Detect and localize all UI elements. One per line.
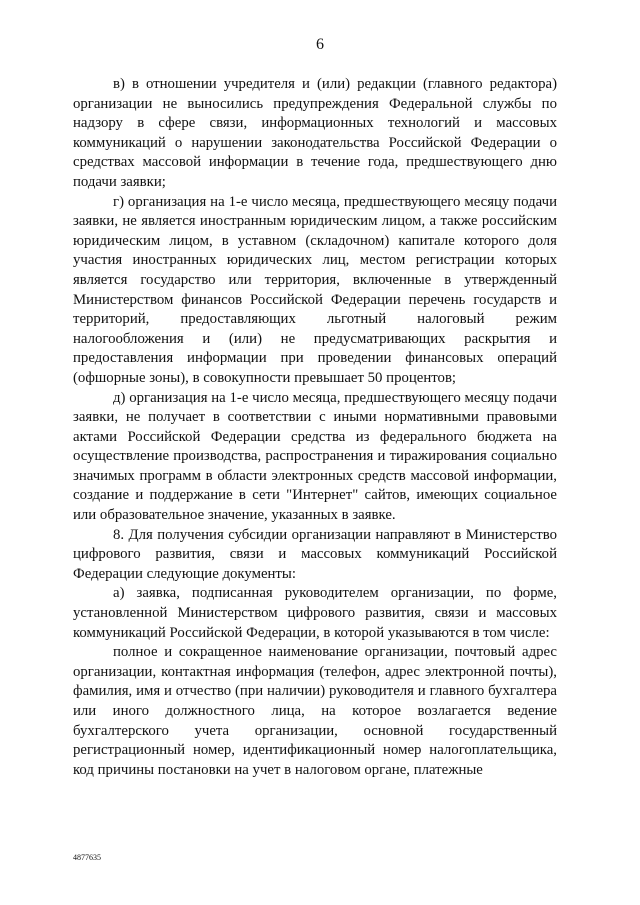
document-body bbox=[73, 75, 557, 780]
paragraph-d: д) организация на 1-е число месяца, предшествующего месяцу подачи заявки, не получает в соответствии с иными нормативными правовыми актами Российской Федерации средства из федерального бюджета на осуществление производства, распространения и тиражирования социально значимых программ в области электронных средств массовой информации, создание и поддержание в сети "Интернет" сайтов, имеющих социальное или образовательное значение, указанных в заявке. bbox=[73, 389, 557, 524]
paragraph-a: а) заявка, подписанная руководителем организации, по форме, установленной Министерством цифрового развития, связи и массовых коммуникаций Российской Федерации, в которой указываются в том числе: bbox=[73, 585, 557, 641]
paragraph-details: полное и сокращенное наименование организации, почтовый адрес организации, контактная информация (телефон, адрес электронной почты), фамилия, имя и отчество (при наличии) руководителя и главного бухгалтера или иного должностного лица, на которое возлагается ведение бухгалтерского учета организации, основной государственный регистрационный номер, идентификационный номер налогоплательщика, код причины постановки на учет в налоговом органе, платежные bbox=[73, 644, 557, 778]
document-id: 4877635 bbox=[73, 853, 101, 862]
paragraph-g: г) организация на 1-е число месяца, предшествующего месяцу подачи заявки, не является иностранным юридическим лицом, а также российским юридическим лицом, в уставном (складочном) капитале которого доля участия иностранных юридических лиц, местом регистрации которых является государство или территория, включенные в утвержденный Министерством финансов Российской Федерации перечень государств и территорий, предоставляющих льготный налоговый режим налогообложения и (или) не предусматривающих раскрытия и предоставления информации при проведении финансовых операций (офшорные зоны), в совокупности превышает 50 процентов; bbox=[73, 193, 557, 386]
paragraph-8: 8. Для получения субсидии организации направляют в Министерство цифрового развития, связи и массовых коммуникаций Российской Федерации следующие документы: bbox=[73, 526, 557, 582]
paragraph-v: в) в отношении учредителя и (или) редакции (главного редактора) организации не выносились предупреждения Федеральной службы по надзору в сфере связи, информационных технологий и массовых коммуникаций о нарушении законодательства Российской Федерации о средствах массовой информации в течение года, предшествующего дню подачи заявки; bbox=[73, 76, 557, 190]
page-number: 6 bbox=[316, 36, 324, 53]
